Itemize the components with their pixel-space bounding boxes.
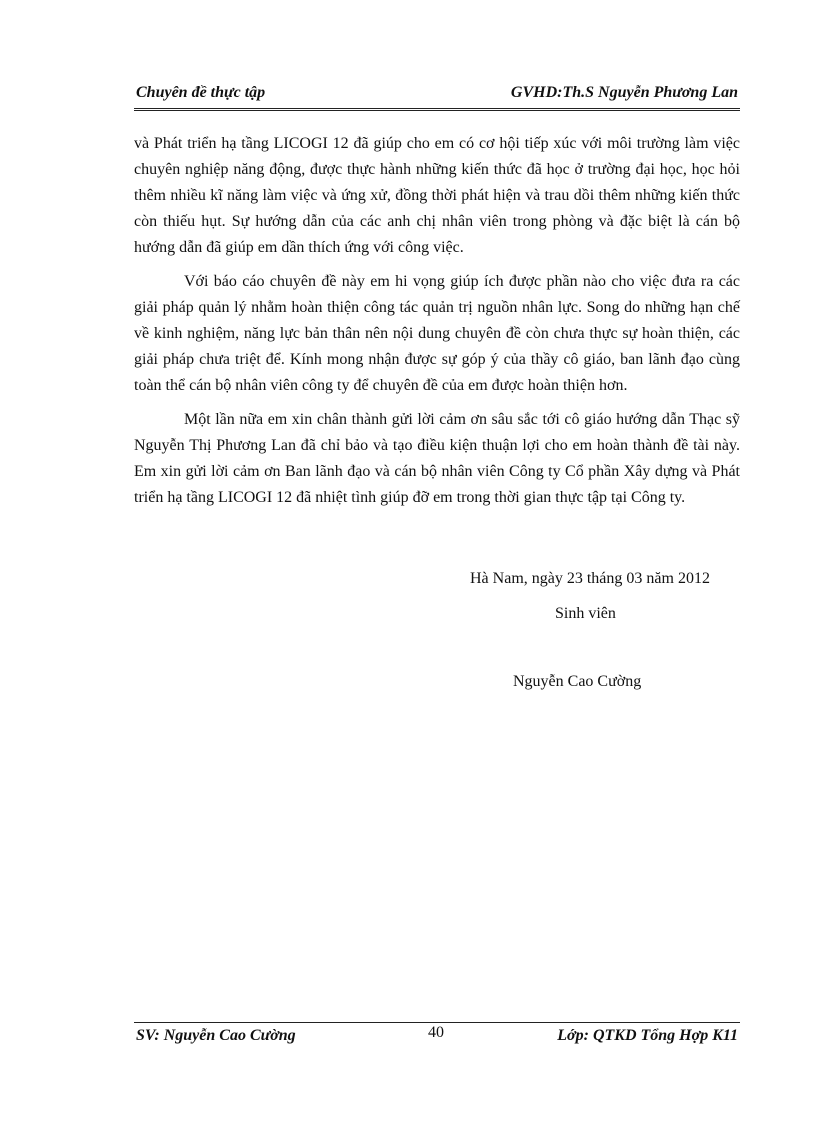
paragraph-report-hope: Với báo cáo chuyên đề này em hi vọng giúp ích được phần nào cho việc đưa ra các giải pháp quản lý nhằm hoàn thiện công tác quản trị nguồn nhân lực. Song do những hạn chế về kinh nghiệm, năng lực bản thân nên nội dung chuyên đề còn chưa thực sự hoàn thiện, các giải pháp chưa triệt để. Kính mong nhận được sự góp ý của thầy cô giáo, ban lãnh đạo cùng toàn thể cán bộ nhân viên công ty để chuyên đề của em được hoàn thiện hơn. <box>134 273 740 394</box>
header-supervisor: GVHD:Th.S Nguyễn Phương Lan <box>510 84 738 101</box>
signature-date: Hà Nam, ngày 23 tháng 03 năm 2012 <box>470 570 710 587</box>
page-number: 40 <box>428 1024 444 1041</box>
page-header <box>134 82 740 111</box>
header-title: Chuyên đề thực tập <box>136 84 266 101</box>
paragraph-thanks: Một lần nữa em xin chân thành gửi lời cảm ơn sâu sắc tới cô giáo hướng dẫn Thạc sỹ Nguyễn Thị Phương Lan đã chỉ bảo và tạo điều kiện thuận lợi cho em hoàn thành đề tài này. Em xin gửi lời cảm ơn Ban lãnh đạo và cán bộ nhân viên Công ty Cổ phần Xây dựng và Phát triển hạ tầng LICOGI 12 đã nhiệt tình giúp đỡ em trong thời gian thực tập tại Công ty. <box>134 411 740 506</box>
signature-role: Sinh viên <box>555 605 616 622</box>
page-footer <box>134 1022 740 1053</box>
footer-class: Lớp: QTKD Tổng Hợp K11 <box>557 1027 738 1044</box>
signature-name: Nguyễn Cao Cường <box>513 673 642 690</box>
footer-student: SV: Nguyễn Cao Cường <box>136 1027 296 1044</box>
paragraph-continuation: và Phát triển hạ tầng LICOGI 12 đã giúp cho em có cơ hội tiếp xúc với môi trường làm việc chuyên nghiệp năng động, được thực hành những kiến thức đã học ở trường đại học, học hỏi thêm nhiều kĩ năng làm việc và ứng xử, đồng thời phát hiện và trau dồi thêm những kiến thức còn thiếu hụt. Sự hướng dẫn của các anh chị nhân viên trong phòng và đặc biệt là cán bộ hướng dẫn đã giúp em dần thích ứng với công việc. <box>134 135 740 256</box>
body-text <box>134 131 740 519</box>
